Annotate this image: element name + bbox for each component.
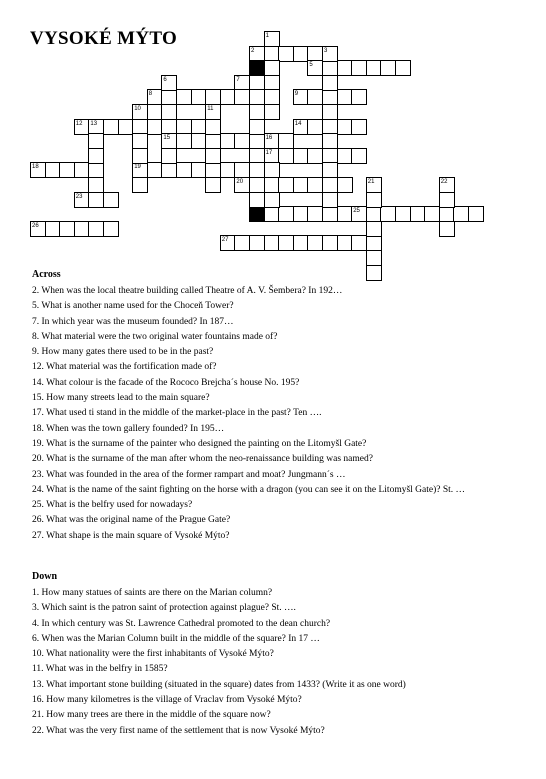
grid-cell[interactable] — [147, 162, 163, 178]
grid-number: 22 — [440, 179, 448, 185]
across-clue: 8. What material were the two original water fountains made of? — [32, 331, 278, 342]
across-clue: 26. What was the original name of the Prague Gate? — [32, 515, 231, 526]
grid-cell[interactable] — [132, 148, 148, 164]
across-clue: 19. What is the surname of the painter who designed the painting on the Litomyšl Gate? — [32, 438, 367, 449]
grid-cell-5[interactable] — [307, 60, 323, 76]
grid-cell-17[interactable] — [264, 148, 280, 164]
down-clue: 22. What was the very first name of the settlement that is now Vysoké Mýto? — [32, 725, 325, 736]
down-clue: 16. How many kilometres is the village of Vraclav from Vysoké Mýto? — [32, 695, 302, 706]
grid-cell[interactable] — [293, 206, 309, 222]
grid-cell[interactable] — [439, 221, 455, 237]
grid-cell[interactable] — [205, 133, 221, 149]
across-clue: 24. What is the name of the saint fighting on the horse with a dragon (you can see it on the Litomyšl Gate)? St. … — [32, 484, 466, 495]
grid-cell[interactable] — [249, 133, 265, 149]
grid-cell[interactable] — [307, 148, 323, 164]
grid-cell[interactable] — [249, 192, 265, 208]
grid-cell-3[interactable] — [322, 46, 338, 62]
grid-cell[interactable] — [424, 206, 440, 222]
grid-cell[interactable] — [337, 235, 353, 251]
grid-cell[interactable] — [337, 119, 353, 135]
across-clue: 5. What is another name used for the Choceň Tower? — [32, 301, 234, 312]
grid-number: 8 — [148, 91, 153, 98]
grid-cell[interactable] — [59, 162, 75, 178]
grid-cell[interactable] — [132, 133, 148, 149]
grid-cell[interactable] — [264, 60, 280, 76]
grid-cell[interactable] — [176, 162, 192, 178]
grid-cell[interactable] — [88, 177, 104, 193]
grid-cell[interactable] — [278, 133, 294, 149]
grid-cell[interactable] — [322, 133, 338, 149]
down-clue: 1. How many statues of saints are there on the Marian column? — [32, 588, 273, 598]
grid-cell-13[interactable] — [88, 119, 104, 135]
grid-cell[interactable] — [132, 119, 148, 135]
grid-cell[interactable] — [322, 89, 338, 105]
grid-cell[interactable] — [234, 133, 250, 149]
grid-number: 2 — [251, 47, 255, 54]
down-clue: 6. When was the Marian Column built in the middle of the square? In 17 … — [32, 633, 320, 644]
grid-cell-27[interactable] — [220, 235, 236, 251]
grid-cell[interactable] — [88, 148, 104, 164]
grid-cell[interactable] — [103, 221, 119, 237]
grid-cell[interactable] — [322, 75, 338, 91]
grid-cell[interactable] — [249, 177, 265, 193]
grid-cell[interactable] — [249, 162, 265, 178]
across-clue: 15. How many streets lead to the main square? — [32, 393, 210, 404]
grid-cell[interactable] — [74, 221, 90, 237]
grid-number: 6 — [163, 76, 167, 83]
grid-cell[interactable] — [205, 89, 221, 105]
grid-cell[interactable] — [264, 177, 280, 193]
grid-number: 7 — [236, 76, 240, 83]
grid-cell[interactable] — [161, 89, 177, 105]
grid-cell-15[interactable] — [161, 133, 177, 149]
grid-cell[interactable] — [74, 162, 90, 178]
across-clue: 20. What is the surname of the man after whom the neo-renaissance building was named? — [32, 454, 373, 465]
grid-cell[interactable] — [249, 75, 265, 91]
grid-number: 23 — [75, 193, 83, 200]
grid-cell[interactable] — [293, 177, 309, 193]
grid-cell[interactable] — [366, 265, 382, 281]
across-clue: 2. When was the local theatre building called Theatre of A. V. Šembera? In 192… — [32, 286, 343, 296]
grid-number: 9 — [294, 91, 299, 98]
grid-cell[interactable] — [351, 148, 367, 164]
grid-number: 18 — [32, 164, 39, 171]
grid-cell[interactable] — [191, 162, 207, 178]
down-clue-list — [32, 586, 537, 739]
grid-number: 17 — [265, 149, 273, 156]
grid-cell-20[interactable] — [234, 177, 250, 193]
grid-cell[interactable] — [205, 119, 221, 135]
grid-cell[interactable] — [205, 148, 221, 164]
grid-cell[interactable] — [278, 148, 294, 164]
grid-cell[interactable] — [322, 206, 338, 222]
across-clue: 23. What was founded in the area of the former rampart and moat? Jungmann´s … — [32, 469, 346, 480]
grid-cell[interactable] — [161, 148, 177, 164]
grid-cell[interactable] — [88, 221, 104, 237]
grid-cell[interactable] — [366, 192, 382, 208]
grid-cell[interactable] — [103, 119, 119, 135]
grid-number: 26 — [32, 222, 39, 229]
grid-cell[interactable] — [322, 162, 338, 178]
grid-cell[interactable] — [322, 119, 338, 135]
grid-cell[interactable] — [278, 235, 294, 251]
grid-cell[interactable] — [410, 206, 426, 222]
grid-cell[interactable] — [380, 60, 396, 76]
grid-cell[interactable] — [293, 148, 309, 164]
grid-cell[interactable] — [337, 206, 353, 222]
grid-cell[interactable] — [468, 206, 484, 222]
grid-cell[interactable] — [322, 177, 338, 193]
grid-number: 14 — [294, 120, 302, 127]
grid-cell-24[interactable] — [249, 206, 265, 222]
grid-cell[interactable] — [234, 89, 250, 105]
grid-number: 24 — [251, 208, 258, 215]
grid-cell[interactable] — [307, 206, 323, 222]
grid-cell-26[interactable] — [30, 221, 46, 237]
grid-cell[interactable] — [220, 162, 236, 178]
grid-cell[interactable] — [366, 250, 382, 266]
grid-cell[interactable] — [161, 104, 177, 120]
grid-cell[interactable] — [249, 89, 265, 105]
grid-cell[interactable] — [176, 133, 192, 149]
grid-cell[interactable] — [453, 206, 469, 222]
grid-cell[interactable] — [249, 235, 265, 251]
grid-number: 19 — [134, 164, 141, 171]
grid-cell[interactable] — [337, 177, 353, 193]
grid-cell[interactable] — [351, 89, 367, 105]
grid-cell[interactable] — [395, 206, 411, 222]
down-clue: 21. How many trees are there in the middle of the square now? — [32, 710, 271, 721]
grid-cell[interactable] — [366, 221, 382, 237]
grid-cell[interactable] — [337, 60, 353, 76]
grid-number: 12 — [75, 120, 83, 127]
grid-cell[interactable] — [264, 192, 280, 208]
grid-cell-12[interactable] — [74, 119, 90, 135]
grid-cell[interactable] — [322, 104, 338, 120]
grid-cell[interactable] — [88, 192, 104, 208]
grid-cell-6[interactable] — [161, 75, 177, 91]
across-clue: 25. What is the belfry used for nowadays? — [32, 500, 193, 511]
grid-number: 13 — [90, 120, 98, 127]
grid-cell[interactable] — [395, 60, 411, 76]
grid-cell[interactable] — [161, 162, 177, 178]
grid-cell[interactable] — [45, 221, 61, 237]
grid-number: 4 — [251, 62, 255, 69]
grid-cell[interactable] — [176, 119, 192, 135]
grid-number: 25 — [353, 208, 360, 215]
grid-cell[interactable] — [307, 46, 323, 62]
grid-cell-1[interactable] — [264, 31, 280, 47]
grid-number: 20 — [236, 179, 244, 185]
grid-cell-9[interactable] — [293, 89, 309, 105]
grid-cell[interactable] — [264, 46, 280, 62]
grid-cell-18[interactable] — [30, 162, 46, 178]
across-clue: 12. What material was the fortification made of? — [32, 362, 217, 373]
grid-number: 15 — [163, 135, 171, 142]
grid-cell[interactable] — [307, 235, 323, 251]
grid-cell-4[interactable] — [249, 60, 265, 76]
grid-cell[interactable] — [205, 177, 221, 193]
grid-cell[interactable] — [59, 221, 75, 237]
grid-cell[interactable] — [88, 133, 104, 149]
grid-cell[interactable] — [191, 89, 207, 105]
grid-cell[interactable] — [307, 119, 323, 135]
grid-cell[interactable] — [264, 89, 280, 105]
grid-cell-11[interactable] — [205, 104, 221, 120]
grid-cell[interactable] — [293, 46, 309, 62]
grid-cell[interactable] — [191, 133, 207, 149]
grid-cell-14[interactable] — [293, 119, 309, 135]
grid-cell[interactable] — [380, 206, 396, 222]
grid-cell[interactable] — [351, 235, 367, 251]
grid-number: 3 — [324, 47, 328, 54]
grid-cell[interactable] — [439, 192, 455, 208]
grid-number: 11 — [207, 106, 214, 112]
grid-number: 16 — [265, 135, 273, 142]
grid-number: 21 — [367, 179, 375, 185]
grid-cell[interactable] — [322, 192, 338, 208]
grid-cell[interactable] — [234, 235, 250, 251]
across-clue: 18. When was the town gallery founded? In 195… — [32, 423, 225, 434]
grid-cell-2[interactable] — [249, 46, 265, 62]
grid-cell[interactable] — [249, 148, 265, 164]
across-heading: Across — [32, 269, 61, 280]
grid-cell[interactable] — [322, 60, 338, 76]
grid-number: 5 — [309, 62, 313, 69]
puzzle-title: VYSOKÉ MÝTO — [30, 28, 178, 49]
grid-cell[interactable] — [264, 104, 280, 120]
grid-cell-25[interactable] — [351, 206, 367, 222]
grid-cell[interactable] — [366, 235, 382, 251]
grid-cell[interactable] — [118, 119, 134, 135]
grid-cell[interactable] — [337, 148, 353, 164]
grid-cell[interactable] — [161, 119, 177, 135]
grid-cell[interactable] — [176, 89, 192, 105]
grid-cell[interactable] — [220, 89, 236, 105]
grid-cell[interactable] — [366, 206, 382, 222]
grid-cell-10[interactable] — [132, 104, 148, 120]
grid-cell-7[interactable] — [234, 75, 250, 91]
grid-cell[interactable] — [278, 46, 294, 62]
grid-cell[interactable] — [439, 206, 455, 222]
grid-cell[interactable] — [366, 60, 382, 76]
grid-cell[interactable] — [249, 104, 265, 120]
grid-cell[interactable] — [307, 177, 323, 193]
grid-cell[interactable] — [322, 235, 338, 251]
grid-cell-16[interactable] — [264, 133, 280, 149]
grid-cell[interactable] — [293, 235, 309, 251]
grid-cell[interactable] — [132, 177, 148, 193]
across-clue: 7. In which year was the museum founded? In 187… — [32, 316, 234, 327]
grid-number: 1 — [265, 33, 269, 39]
across-clue-list — [32, 284, 537, 544]
down-heading: Down — [32, 571, 58, 582]
grid-cell[interactable] — [249, 119, 265, 135]
grid-number: 27 — [221, 237, 229, 244]
grid-cell-22[interactable] — [439, 177, 455, 193]
grid-cell[interactable] — [322, 148, 338, 164]
grid-cell[interactable] — [307, 89, 323, 105]
down-clue: 4. In which century was St. Lawrence Cathedral promoted to the dean church? — [32, 618, 331, 629]
grid-cell-21[interactable] — [366, 177, 382, 193]
grid-cell[interactable] — [45, 162, 61, 178]
grid-cell-8[interactable] — [147, 89, 163, 105]
grid-cell[interactable] — [278, 177, 294, 193]
grid-cell[interactable] — [278, 206, 294, 222]
down-clue: 11. What was in the belfry in 1585? — [32, 664, 168, 675]
grid-cell[interactable] — [337, 89, 353, 105]
across-clue: 9. How many gates there used to be in the past? — [32, 347, 214, 358]
across-clue: 14. What colour is the facade of the Rococo Brejcha´s house No. 195? — [32, 377, 300, 388]
grid-cell[interactable] — [264, 75, 280, 91]
grid-cell[interactable] — [234, 162, 250, 178]
grid-number: 10 — [134, 106, 141, 112]
grid-cell[interactable] — [191, 119, 207, 135]
down-clue: 3. Which saint is the patron saint of protection against plague? St. …. — [32, 603, 296, 614]
down-clue: 10. What nationality were the first inhabitants of Vysoké Mýto? — [32, 649, 274, 660]
grid-cell[interactable] — [220, 133, 236, 149]
grid-cell-23[interactable] — [74, 192, 90, 208]
grid-cell[interactable] — [264, 235, 280, 251]
across-clue: 17. What used ti stand in the middle of the market-place in the past? Ten …. — [32, 408, 322, 419]
grid-cell[interactable] — [205, 162, 221, 178]
grid-cell[interactable] — [264, 162, 280, 178]
grid-cell[interactable] — [88, 162, 104, 178]
grid-cell[interactable] — [147, 119, 163, 135]
grid-cell[interactable] — [103, 192, 119, 208]
grid-cell-19[interactable] — [132, 162, 148, 178]
grid-cell[interactable] — [264, 206, 280, 222]
grid-cell[interactable] — [351, 119, 367, 135]
grid-cell[interactable] — [351, 60, 367, 76]
across-clue: 27. What shape is the main square of Vysoké Mýto? — [32, 530, 230, 541]
down-clue: 13. What important stone building (situated in the square) dates from 1433? (Write it as one word) — [32, 679, 406, 690]
